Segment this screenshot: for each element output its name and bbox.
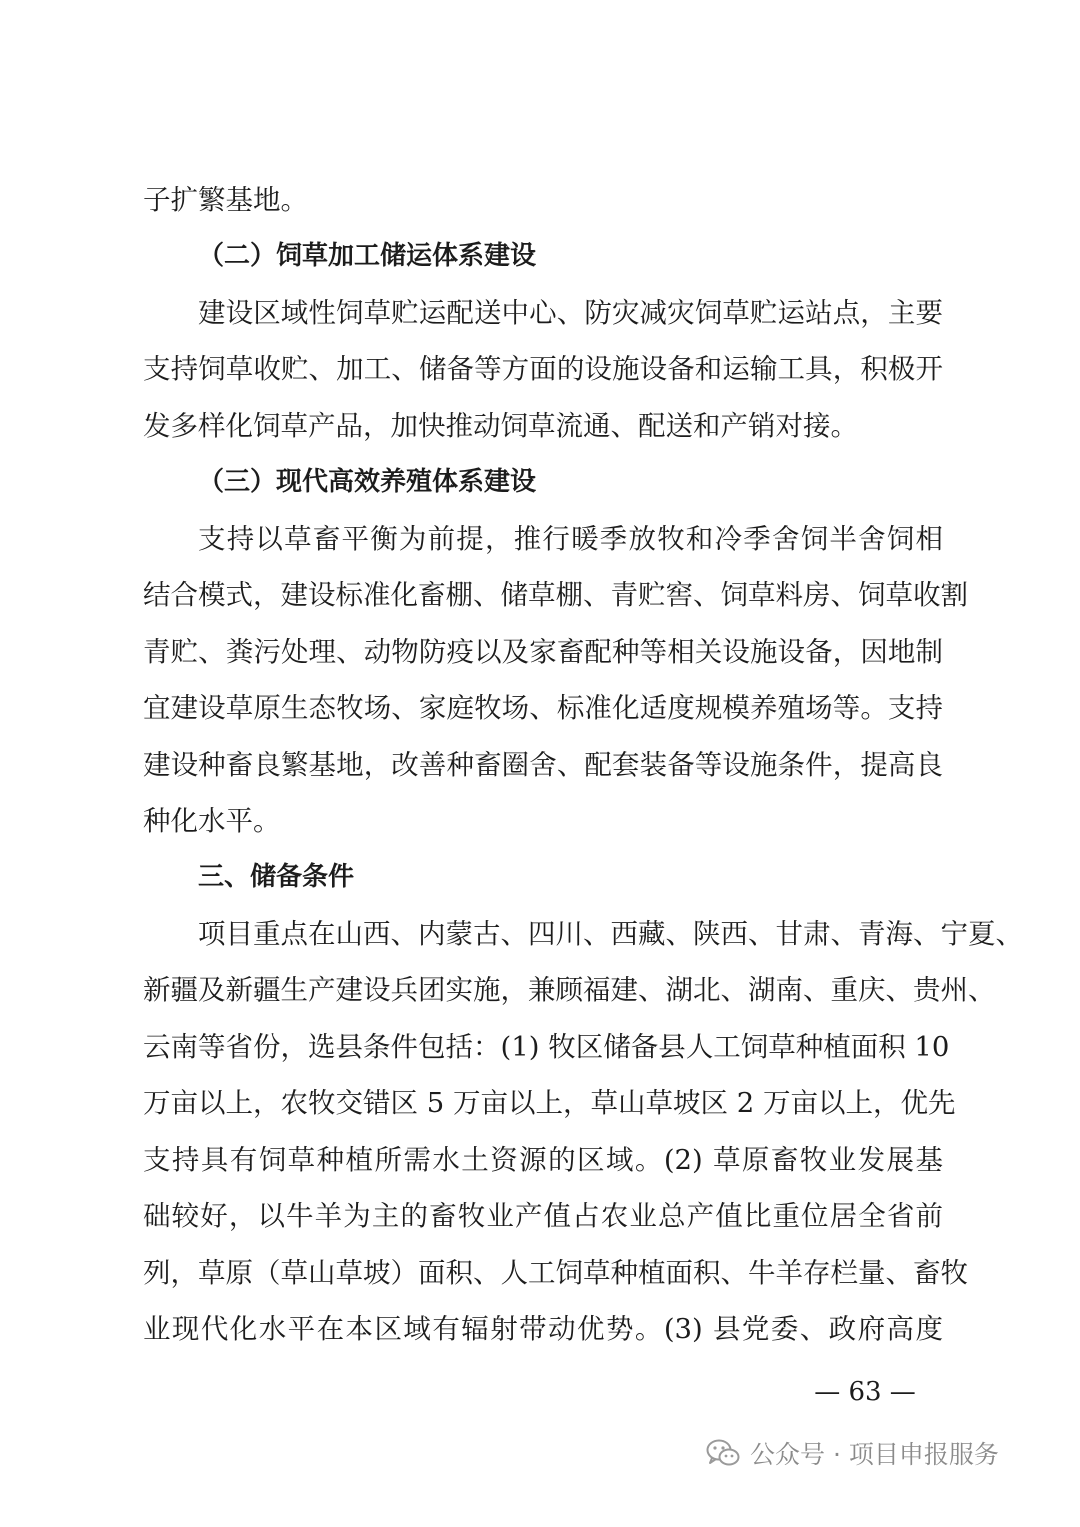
subheading-3: （三）现代高效养殖体系建设 [198, 467, 537, 497]
text-line: 宜建设草原生态牧场、家庭牧场、标准化适度规模养殖场等。支持 [143, 692, 943, 724]
text-line: 发多样化饲草产品，加快推动饲草流通、配送和产销对接。 [143, 410, 858, 442]
text-line: 业现代化水平在本区域有辐射带动优势。(3) 县党委、政府高度 [143, 1313, 943, 1345]
wechat-icon [706, 1438, 740, 1468]
text-line: 项目重点在山西、内蒙古、四川、西藏、陕西、甘肃、青海、宁夏、 [198, 918, 1023, 950]
text-line: 种化水平。 [143, 805, 281, 837]
text-line: 建设区域性饲草贮运配送中心、防灾减灾饲草贮运站点，主要 [198, 297, 943, 329]
text-line: 支持饲草收贮、加工、储备等方面的设施设备和运输工具，积极开 [143, 353, 943, 385]
text-line: 万亩以上，农牧交错区 5 万亩以上，草山草坡区 2 万亩以上，优先 [143, 1087, 956, 1119]
text-line: 支持以草畜平衡为前提，推行暖季放牧和冷季舍饲半舍饲相 [198, 523, 943, 555]
text-line: 建设种畜良繁基地，改善种畜圈舍、配套装备等设施条件，提高良 [143, 749, 943, 781]
text-line: 支持具有饲草种植所需水土资源的区域。(2) 草原畜牧业发展基 [143, 1144, 943, 1176]
text-line: 列，草原（草山草坡）面积、人工饲草种植面积、牛羊存栏量、畜牧 [143, 1257, 968, 1289]
text-line: 结合模式，建设标准化畜棚、储草棚、青贮窖、饲草料房、饲草收割 [143, 579, 968, 611]
text-line: 云南等省份，选县条件包括：(1) 牧区储备县人工饲草种植面积 10 [143, 1031, 950, 1063]
subheading-2: （二）饲草加工储运体系建设 [198, 241, 537, 271]
page-number: — 63 — [814, 1377, 916, 1407]
watermark [706, 1430, 999, 1476]
watermark-text: 公众号 · 项目申报服务 [750, 1440, 999, 1469]
text-line: 子扩繁基地。 [143, 184, 308, 216]
section-heading: 三、储备条件 [198, 862, 355, 892]
text-line: 青贮、粪污处理、动物防疫以及家畜配种等相关设施设备，因地制 [143, 636, 943, 668]
text-line: 础较好，以牛羊为主的畜牧业产值占农业总产值比重位居全省前 [143, 1200, 943, 1232]
text-line: 新疆及新疆生产建设兵团实施，兼顾福建、湖北、湖南、重庆、贵州、 [143, 974, 996, 1006]
